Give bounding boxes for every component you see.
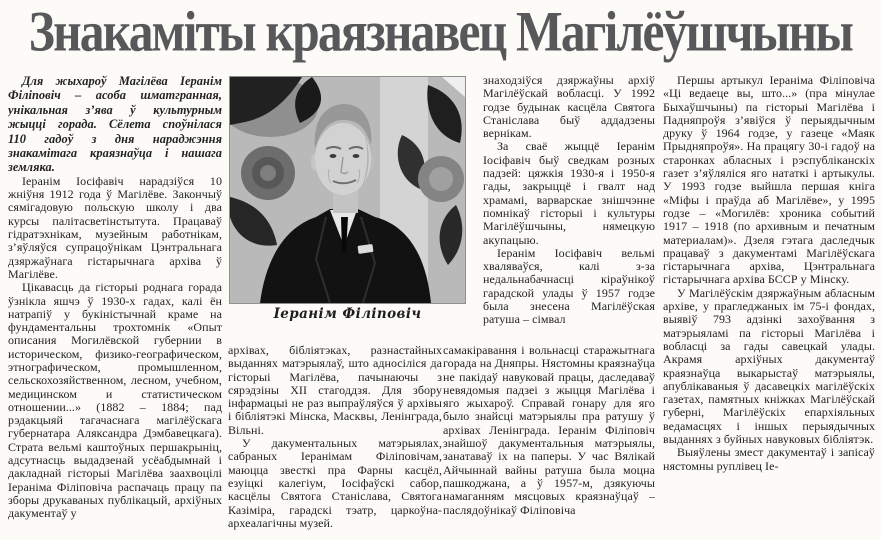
headline-text: Знакаміты краязнавец Магілёўшчыны [28, 0, 853, 64]
portrait-photo-illustration [230, 77, 465, 303]
paragraph: У дакументальных матэрыялах, сабраных Іеранімам Філіповічам, маюцца звесткі пра Фарны касцёл, езуіцкі калегіум, Іосіфаўскі сабор, касцёлы Святога Станіслава, Святога Казіміра, гарадскі тэатр, царкоўна-археалагічны музей. [228, 436, 442, 530]
paragraph: знаходзіўся дзяржаўны архіў Магілёўскай вобласці. У 1992 годзе будынак касцёла Святога Станіслава быў аддадзены вернікам. [483, 74, 655, 141]
text-column-1 [8, 74, 222, 540]
portrait-photo [230, 77, 465, 303]
article-headline [0, 0, 881, 64]
paragraph: Цікавасць да гісторыі роднага горада ўзнікла яшчэ ў 1930-х гадах, калі ён натрапіў у букіністычнай краме на фундаментальны трохтомнік «Опыт описания Могилёвской губернии в историческом, физико-географическом, этнографическом, промышленном, сельскохозяйственном, лесном, учебном, медицинском и статистическом отношении...» (1882 – 1884; пад рэдакцыяй тагачаснага магілёўскага губернатара Аляксандра Дэмбавецкага). Страта вельмі каштоўных першакрыніц, адсутнасць выдадзенай усёабдымнай і дакладнай гісторыі Магілёва заахвоцілі Іераніма Філіповіча распачаць працу па зборы друкаваных публікацый, архіўных дакументаў у [8, 280, 222, 521]
lead-paragraph: Для жыхароў Магілёва Іеранім Філіповіч – асоба шматгранная, унікальная з’ява ў культурным жыцці горада. Сёлета споўнілася 110 гадоў з дня нараджэння знакамітага краязнаўца і нашага земляка. [8, 74, 222, 175]
paragraph: За сваё жыццё Іеранім Іосіфавіч быў сведкам розных падзей: цяжкія 1930-я і 1950-я гады, закрыццё і гвалт над храмамі, варварскае знішчэнне помнікаў гісторыі і культуры Магілёўшчыны, нямецкую акупацыю. [483, 139, 655, 247]
paragraph: архівах, бібліятэках, разнастайных выданнях матэрыялаў, што адносіліся да гісторыі Магілёва, пачынаючы з сярэдзіны XII стагоддзя. Для збору інфармацыі не раз выпраўляўся ў архівы і бібліятэкі Мінска, Масквы, Ленінграда, Вільні. [228, 344, 442, 437]
text-column-4 [663, 74, 875, 540]
paragraph: Першы артыкул Іераніма Філіповіча «Ці ведаеце вы, што...» (пра мінулае Быхаўшчыны) па гісторыі Магілёва і Падняпроўя з’явіўся ў перыядычным друку ў 1964 годзе, у газеце «Маяк Прыдняпроўя». На працягу 30-і гадоў на старонках абласных і рэспубліканскіх газет з’яўляліся яго нататкі і артыкулы. У 1993 годзе выйшла першая кніга «Міфы і праўда аб Магілёве», у 1995 годзе – «Могилёв: хроника событий 1917 – 1918 (по архивным и печатным материалам)». Дзеля гэтага даследчык працаваў з дакументамі Магілёўскага гістарычнага архіва, Цэнтральнага гістарычнага архіва БССР у Мінску. [663, 74, 875, 287]
paragraph: У Магілёўскім дзяржаўным абласным архіве, у прагледжаных ім 75-і фондах, выявіў 793 адзінкі захоўвання з матэрыяламі па гісторыі Магілёва і вобласці за гады савецкай улады. Акрамя архіўных дакументаў краязнаўца выкарыстаў матэрыялы, апублікаваныя ў дасавецкіх магілёўскіх газетах, памятных кніжках Магілёўскай губерні, Магілёўскіх епархіяльных ведамасцях і іншых перыядычных выданнях з буйных навуковых бібліятэк. [663, 285, 875, 447]
photo-caption: Іеранім Філіповіч [273, 306, 422, 322]
text-column-2-below-photo [228, 344, 442, 540]
paragraph: Іеранім Іосіфавіч нарадзіўся 10 жніўня 1912 года ў Магілёве. Закончыў сямігадовую польскую школу і два курсы палітасветінстытута. Працаваў гідратэхнікам, музейным работнікам, з’яўляўся супрацоўнікам Цэнтральнага дзяржаўнага гістарычнага архіва ў Магілёве. [8, 173, 222, 281]
paragraph: самакіравання і вольнасці старажытнага горада на Дняпры. Нястомны краязнаўца не пакідаў навуковай працы, даследаваў невядомыя падзеі з жыцця Магілёва і яго жыхароў. Справай гонару для яго было знайсці матэрыялы пра ратушу ў архівах Ленінграда. Іеранім Філіповіч знайшоў дакументальныя матэрыялы, занатаваў іх на паперы. У час Вялікай Айчыннай вайны ратуша была моцна пашкоджана, а ў 1957-м, дзякуючы намаганням мясцовых краязнаўцаў – паслядоўнікаў Філіповіча [443, 344, 655, 517]
paragraph: Выяўлены змест дакументаў і запісаў нястомны руплівец Іе- [663, 445, 875, 473]
text-column-3-upper [483, 74, 655, 346]
paragraph: Іеранім Іосіфавіч вельмі хваляваўся, калі з-за недальнабачнасці кіраўнікоў гарадской улады ў 1957 годзе была знесена Магілёўская ратуша – сімвал [483, 245, 655, 327]
text-column-3-lower [443, 344, 655, 540]
